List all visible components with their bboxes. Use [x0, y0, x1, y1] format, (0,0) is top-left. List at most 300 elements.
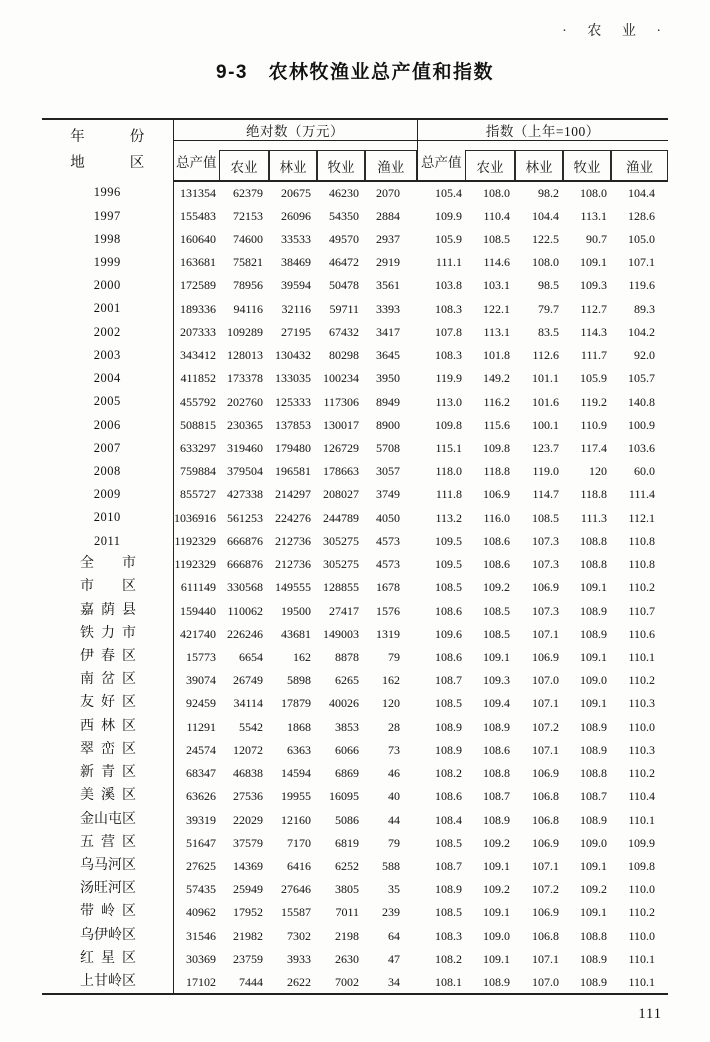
- cell-idx-husbandry: 111.3: [580, 510, 608, 525]
- cell-idx-forestry: 114.7: [532, 487, 560, 502]
- cell-abs-fishery: 5708: [376, 441, 401, 456]
- cell-abs-husbandry: 128855: [323, 580, 359, 595]
- cell-idx-forestry: 101.1: [532, 371, 560, 386]
- cell-idx-agriculture: 108.5: [483, 626, 511, 641]
- cell-abs-fishery: 4573: [376, 557, 401, 572]
- cell-idx-total: 108.1: [435, 974, 463, 989]
- cell-idx-forestry: 107.2: [532, 882, 560, 897]
- cell-abs-agriculture: 74600: [233, 232, 263, 247]
- cell-abs-total: 39074: [186, 673, 216, 688]
- cell-idx-husbandry: 108.9: [580, 603, 608, 618]
- cell-idx-forestry: 112.6: [532, 348, 560, 363]
- cell-abs-husbandry: 208027: [323, 487, 359, 502]
- cell-idx-agriculture: 108.6: [483, 557, 511, 572]
- cell-abs-fishery: 47: [388, 951, 401, 966]
- cell-abs-fishery: 64: [388, 928, 401, 943]
- cell-abs-total: 92459: [186, 696, 216, 711]
- cell-abs-forestry: 2622: [287, 974, 311, 989]
- cell-idx-fishery: 60.0: [634, 464, 656, 479]
- table-row: [42, 901, 668, 924]
- cell-idx-husbandry: 108.0: [580, 186, 608, 201]
- cell-abs-fishery: 79: [388, 649, 401, 664]
- table-row: [42, 785, 668, 808]
- cell-idx-agriculture: 108.8: [483, 766, 511, 781]
- cell-idx-husbandry: 109.1: [580, 255, 608, 270]
- cell-abs-husbandry: 178663: [323, 464, 359, 479]
- cell-idx-forestry: 107.3: [532, 533, 560, 548]
- cell-abs-fishery: 162: [382, 673, 401, 688]
- row-label: 新青区: [42, 761, 173, 784]
- cell-idx-forestry: 123.7: [532, 441, 560, 456]
- cell-idx-total: 108.2: [435, 951, 463, 966]
- cell-abs-fishery: 3561: [376, 278, 401, 293]
- cell-abs-agriculture: 330568: [227, 580, 263, 595]
- cell-abs-agriculture: 72153: [233, 208, 263, 223]
- cell-abs-husbandry: 67432: [329, 324, 359, 339]
- cell-abs-husbandry: 244789: [323, 510, 359, 525]
- cell-abs-total: 759884: [180, 464, 216, 479]
- cell-abs-agriculture: 17952: [233, 905, 263, 920]
- cell-abs-forestry: 5898: [287, 673, 311, 688]
- cell-abs-husbandry: 2630: [335, 951, 359, 966]
- cell-idx-fishery: 111.4: [628, 487, 656, 502]
- cell-abs-forestry: 15587: [281, 905, 311, 920]
- cell-abs-total: 40962: [186, 905, 216, 920]
- cell-idx-fishery: 89.3: [634, 301, 656, 316]
- cell-abs-agriculture: 22029: [233, 812, 263, 827]
- cell-idx-fishery: 110.4: [628, 789, 656, 804]
- row-label: 五营区: [42, 831, 173, 854]
- cell-idx-agriculture: 113.1: [483, 324, 511, 339]
- row-label: 2003: [42, 344, 173, 367]
- cell-abs-agriculture: 427338: [227, 487, 263, 502]
- cell-idx-fishery: 92.0: [634, 348, 656, 363]
- table-row: [42, 761, 668, 784]
- cell-abs-forestry: 32116: [281, 301, 311, 316]
- cell-abs-agriculture: 173378: [227, 371, 263, 386]
- row-label: 友好区: [42, 692, 173, 715]
- table-row: [42, 831, 668, 854]
- cell-idx-forestry: 107.3: [532, 557, 560, 572]
- cell-abs-fishery: 1576: [376, 603, 401, 618]
- table-row: [42, 970, 668, 993]
- col-header-abs-fishery: 渔业: [365, 141, 417, 182]
- cell-abs-husbandry: 16095: [329, 789, 359, 804]
- cell-abs-fishery: 40: [388, 789, 401, 804]
- cell-idx-agriculture: 109.2: [483, 835, 511, 850]
- cell-abs-fishery: 2070: [376, 186, 401, 201]
- cell-idx-agriculture: 108.5: [483, 232, 511, 247]
- cell-abs-husbandry: 7002: [335, 974, 359, 989]
- cell-idx-total: 108.7: [435, 673, 463, 688]
- row-label: 1997: [42, 204, 173, 227]
- cell-idx-agriculture: 109.2: [483, 882, 511, 897]
- cell-abs-forestry: 7170: [287, 835, 311, 850]
- cell-idx-husbandry: 120: [589, 464, 608, 479]
- cell-abs-agriculture: 25949: [233, 882, 263, 897]
- cell-idx-forestry: 106.8: [532, 928, 560, 943]
- cell-abs-forestry: 39594: [281, 278, 311, 293]
- cell-idx-agriculture: 109.2: [483, 580, 511, 595]
- cell-abs-agriculture: 94116: [233, 301, 263, 316]
- cell-idx-agriculture: 149.2: [483, 371, 511, 386]
- cell-abs-agriculture: 37579: [233, 835, 263, 850]
- table-row: [42, 645, 668, 668]
- table-row: [42, 297, 668, 320]
- cell-abs-husbandry: 149003: [323, 626, 359, 641]
- cell-abs-husbandry: 100234: [323, 371, 359, 386]
- cell-idx-husbandry: 113.1: [580, 208, 608, 223]
- table-row: [42, 483, 668, 506]
- cell-abs-total: 1192329: [174, 557, 216, 572]
- cell-abs-forestry: 7302: [287, 928, 311, 943]
- col-header-idx-fishery: 渔业: [611, 141, 668, 182]
- cell-abs-husbandry: 3853: [335, 719, 359, 734]
- cell-abs-total: 855727: [180, 487, 216, 502]
- cell-idx-total: 105.9: [435, 232, 463, 247]
- cell-abs-fishery: 3057: [376, 464, 401, 479]
- table-row: [42, 854, 668, 877]
- col-header-abs-forestry: 林业: [269, 141, 317, 182]
- cell-idx-total: 115.1: [435, 441, 463, 456]
- table-row: [42, 506, 668, 529]
- cell-idx-agriculture: 116.0: [483, 510, 511, 525]
- page-title: 9-3 农林牧渔业总产值和指数: [216, 62, 494, 83]
- cell-abs-total: 39319: [186, 812, 216, 827]
- cell-abs-fishery: 8900: [376, 417, 401, 432]
- cell-idx-husbandry: 108.8: [580, 928, 608, 943]
- cell-abs-forestry: 130432: [275, 348, 311, 363]
- row-label: 汤旺河区: [42, 878, 173, 901]
- row-label: 2002: [42, 320, 173, 343]
- cell-abs-fishery: 73: [388, 742, 401, 757]
- cell-abs-fishery: 1319: [376, 626, 401, 641]
- cell-idx-husbandry: 109.1: [580, 696, 608, 711]
- cell-idx-agriculture: 108.6: [483, 742, 511, 757]
- cell-abs-husbandry: 40026: [329, 696, 359, 711]
- cell-abs-husbandry: 117306: [323, 394, 359, 409]
- cell-idx-forestry: 108.0: [532, 255, 560, 270]
- cell-idx-forestry: 106.9: [532, 766, 560, 781]
- table-row: [42, 576, 668, 599]
- cell-idx-agriculture: 118.8: [483, 464, 511, 479]
- cell-abs-husbandry: 6265: [335, 673, 359, 688]
- cell-idx-forestry: 98.5: [538, 278, 560, 293]
- cell-idx-fishery: 110.0: [628, 882, 656, 897]
- cell-idx-forestry: 107.1: [532, 951, 560, 966]
- table-row: [42, 738, 668, 761]
- cell-idx-forestry: 119.0: [532, 464, 560, 479]
- cell-idx-fishery: 140.8: [628, 394, 656, 409]
- row-label: 2007: [42, 436, 173, 459]
- cell-abs-fishery: 3417: [376, 324, 401, 339]
- cell-idx-husbandry: 108.8: [580, 557, 608, 572]
- cell-idx-agriculture: 109.1: [483, 858, 511, 873]
- cell-idx-husbandry: 112.7: [580, 301, 608, 316]
- cell-abs-agriculture: 62379: [233, 186, 263, 201]
- row-label: 乌伊岭区: [42, 924, 173, 947]
- cell-abs-total: 160640: [180, 232, 216, 247]
- cell-idx-agriculture: 103.1: [483, 278, 511, 293]
- cell-idx-fishery: 110.8: [628, 557, 656, 572]
- cell-abs-agriculture: 110062: [227, 603, 263, 618]
- cell-abs-agriculture: 23759: [233, 951, 263, 966]
- cell-abs-total: 455792: [180, 394, 216, 409]
- row-label: 2011: [42, 529, 173, 552]
- row-label: 2009: [42, 483, 173, 506]
- cell-idx-husbandry: 109.0: [580, 673, 608, 688]
- table-row: [42, 181, 668, 204]
- row-label: 1998: [42, 227, 173, 250]
- group-header-absolute: 绝对数（万元）: [173, 119, 417, 141]
- cell-idx-agriculture: 122.1: [483, 301, 511, 316]
- cell-idx-husbandry: 117.4: [580, 441, 608, 456]
- row-label: 2010: [42, 506, 173, 529]
- table-row: [42, 599, 668, 622]
- cell-abs-total: 343412: [180, 348, 216, 363]
- cell-abs-fishery: 3393: [376, 301, 401, 316]
- cell-idx-fishery: 110.0: [628, 928, 656, 943]
- cell-idx-fishery: 110.1: [628, 812, 656, 827]
- cell-idx-forestry: 107.3: [532, 603, 560, 618]
- cell-idx-forestry: 122.5: [532, 232, 560, 247]
- cell-idx-agriculture: 101.8: [483, 348, 511, 363]
- cell-idx-total: 108.7: [435, 858, 463, 873]
- cell-idx-agriculture: 108.7: [483, 789, 511, 804]
- cell-abs-agriculture: 666876: [227, 533, 263, 548]
- row-label: 2006: [42, 413, 173, 436]
- table-row: [42, 204, 668, 227]
- table-row: [42, 529, 668, 552]
- cell-abs-husbandry: 7011: [335, 905, 359, 920]
- cell-idx-fishery: 110.2: [628, 580, 656, 595]
- cell-idx-forestry: 107.1: [532, 742, 560, 757]
- cell-abs-fishery: 46: [388, 766, 401, 781]
- table-row: [42, 413, 668, 436]
- cell-idx-forestry: 106.9: [532, 905, 560, 920]
- cell-abs-fishery: 2937: [376, 232, 401, 247]
- cell-abs-husbandry: 5086: [335, 812, 359, 827]
- row-label: 1999: [42, 251, 173, 274]
- cell-abs-husbandry: 6869: [335, 766, 359, 781]
- cell-abs-husbandry: 3805: [335, 882, 359, 897]
- table-body: [42, 181, 668, 994]
- row-label: 金山屯区: [42, 808, 173, 831]
- cell-idx-husbandry: 110.9: [580, 417, 608, 432]
- cell-idx-total: 108.9: [435, 742, 463, 757]
- cell-abs-forestry: 212736: [275, 533, 311, 548]
- cell-abs-total: 11291: [186, 719, 216, 734]
- cell-idx-fishery: 110.3: [628, 742, 656, 757]
- cell-idx-forestry: 79.7: [538, 301, 560, 316]
- cell-abs-fishery: 28: [388, 719, 401, 734]
- cell-idx-total: 108.5: [435, 905, 463, 920]
- row-label: 市区: [42, 576, 173, 599]
- cell-abs-forestry: 224276: [275, 510, 311, 525]
- cell-idx-total: 113.0: [435, 394, 463, 409]
- cell-abs-total: 172589: [180, 278, 216, 293]
- cell-idx-husbandry: 108.9: [580, 626, 608, 641]
- cell-idx-forestry: 106.9: [532, 580, 560, 595]
- row-label: 2004: [42, 367, 173, 390]
- row-label: 1996: [42, 181, 173, 204]
- row-label: 西林区: [42, 715, 173, 738]
- cell-idx-fishery: 104.4: [628, 186, 656, 201]
- cell-abs-fishery: 588: [382, 858, 401, 873]
- cell-idx-total: 108.6: [435, 789, 463, 804]
- cell-abs-forestry: 12160: [281, 812, 311, 827]
- cell-idx-husbandry: 109.0: [580, 835, 608, 850]
- cell-abs-forestry: 17879: [281, 696, 311, 711]
- table-row: [42, 320, 668, 343]
- cell-abs-fishery: 3749: [376, 487, 401, 502]
- cell-idx-agriculture: 116.2: [483, 394, 511, 409]
- cell-idx-agriculture: 108.6: [483, 533, 511, 548]
- cell-abs-agriculture: 379504: [227, 464, 263, 479]
- cell-idx-agriculture: 109.1: [483, 905, 511, 920]
- table-row: [42, 947, 668, 970]
- cell-abs-fishery: 1678: [376, 580, 401, 595]
- table-row: [42, 251, 668, 274]
- cell-abs-agriculture: 226246: [227, 626, 263, 641]
- cell-abs-total: 27625: [186, 858, 216, 873]
- cell-idx-forestry: 104.4: [532, 208, 560, 223]
- cell-idx-fishery: 109.8: [628, 858, 656, 873]
- section-corner-label: · 农 业 ·: [562, 24, 666, 39]
- cell-abs-husbandry: 49570: [329, 232, 359, 247]
- cell-idx-husbandry: 108.8: [580, 533, 608, 548]
- cell-idx-total: 108.3: [435, 348, 463, 363]
- row-label: 上甘岭区: [42, 970, 173, 993]
- row-label: 美溪区: [42, 785, 173, 808]
- col-header-abs-agriculture: 农业: [219, 141, 269, 182]
- cell-idx-husbandry: 108.9: [580, 742, 608, 757]
- row-label: 2000: [42, 274, 173, 297]
- cell-idx-agriculture: 109.4: [483, 696, 511, 711]
- cell-abs-total: 31546: [186, 928, 216, 943]
- cell-idx-total: 108.9: [435, 719, 463, 734]
- cell-abs-total: 15773: [186, 649, 216, 664]
- cell-abs-fishery: 79: [388, 835, 401, 850]
- cell-abs-agriculture: 561253: [227, 510, 263, 525]
- cell-abs-fishery: 35: [388, 882, 401, 897]
- cell-idx-fishery: 105.0: [628, 232, 656, 247]
- cell-abs-forestry: 162: [293, 649, 311, 664]
- page-number: 111: [638, 1006, 662, 1022]
- statistics-table: [42, 118, 668, 995]
- table-row: [42, 808, 668, 831]
- cell-idx-total: 108.4: [435, 812, 463, 827]
- cell-idx-husbandry: 105.9: [580, 371, 608, 386]
- col-header-abs-total: 总产值: [173, 141, 219, 182]
- cell-idx-forestry: 107.1: [532, 696, 560, 711]
- cell-abs-forestry: 214297: [275, 487, 311, 502]
- cell-abs-husbandry: 305275: [323, 557, 359, 572]
- cell-abs-total: 17102: [186, 974, 216, 989]
- cell-idx-husbandry: 114.3: [580, 324, 608, 339]
- cell-abs-total: 207333: [180, 324, 216, 339]
- cell-abs-agriculture: 128013: [227, 348, 263, 363]
- cell-idx-total: 108.5: [435, 580, 463, 595]
- cell-abs-forestry: 14594: [281, 766, 311, 781]
- cell-abs-fishery: 2919: [376, 255, 401, 270]
- cell-idx-fishery: 110.1: [628, 649, 656, 664]
- cell-idx-total: 108.9: [435, 882, 463, 897]
- cell-abs-fishery: 3645: [376, 348, 401, 363]
- cell-idx-agriculture: 109.0: [483, 928, 511, 943]
- cell-idx-total: 108.3: [435, 928, 463, 943]
- cell-abs-agriculture: 26749: [233, 673, 263, 688]
- row-label: 2005: [42, 390, 173, 413]
- cell-abs-husbandry: 59711: [329, 301, 359, 316]
- col-header-idx-agriculture: 农业: [465, 141, 515, 182]
- cell-abs-forestry: 27646: [281, 882, 311, 897]
- cell-abs-total: 633297: [180, 441, 216, 456]
- col-header-abs-husbandry: 牧业: [317, 141, 365, 182]
- cell-idx-forestry: 106.9: [532, 835, 560, 850]
- row-label: 铁力市: [42, 622, 173, 645]
- cell-abs-husbandry: 8878: [335, 649, 359, 664]
- col-header-idx-forestry: 林业: [515, 141, 563, 182]
- cell-abs-husbandry: 130017: [323, 417, 359, 432]
- cell-idx-total: 109.6: [435, 626, 463, 641]
- table-row: [42, 344, 668, 367]
- cell-abs-fishery: 239: [382, 905, 401, 920]
- cell-idx-agriculture: 108.5: [483, 603, 511, 618]
- cell-abs-forestry: 196581: [275, 464, 311, 479]
- cell-idx-fishery: 128.6: [628, 208, 656, 223]
- table-row: [42, 227, 668, 250]
- cell-idx-total: 105.4: [435, 186, 463, 201]
- cell-idx-forestry: 106.8: [532, 812, 560, 827]
- cell-abs-forestry: 3933: [287, 951, 311, 966]
- cell-abs-husbandry: 126729: [323, 441, 359, 456]
- cell-idx-husbandry: 109.1: [580, 905, 608, 920]
- cell-abs-agriculture: 46838: [233, 766, 263, 781]
- table-row: [42, 622, 668, 645]
- cell-abs-forestry: 133035: [275, 371, 311, 386]
- cell-abs-husbandry: 27417: [329, 603, 359, 618]
- cell-idx-forestry: 107.0: [532, 673, 560, 688]
- cell-idx-total: 109.8: [435, 417, 463, 432]
- cell-abs-agriculture: 14369: [233, 858, 263, 873]
- cell-idx-total: 109.5: [435, 533, 463, 548]
- cell-idx-total: 111.1: [435, 255, 463, 270]
- cell-idx-total: 109.9: [435, 208, 463, 223]
- cell-idx-fishery: 110.6: [628, 626, 656, 641]
- cell-idx-fishery: 112.1: [628, 510, 656, 525]
- cell-idx-fishery: 110.1: [628, 951, 656, 966]
- cell-idx-total: 113.2: [435, 510, 463, 525]
- cell-idx-fishery: 110.8: [628, 533, 656, 548]
- cell-idx-husbandry: 108.9: [580, 974, 608, 989]
- cell-idx-fishery: 105.7: [628, 371, 656, 386]
- row-label: 伊春区: [42, 645, 173, 668]
- cell-idx-fishery: 110.2: [628, 905, 656, 920]
- cell-abs-agriculture: 109289: [227, 324, 263, 339]
- cell-idx-agriculture: 108.9: [483, 974, 511, 989]
- cell-idx-forestry: 107.2: [532, 719, 560, 734]
- cell-idx-total: 103.8: [435, 278, 463, 293]
- cell-idx-forestry: 108.5: [532, 510, 560, 525]
- cell-idx-total: 111.8: [435, 487, 463, 502]
- table-row: [42, 878, 668, 901]
- cell-idx-forestry: 83.5: [538, 324, 560, 339]
- cell-abs-fishery: 4050: [376, 510, 401, 525]
- row-label: 2001: [42, 297, 173, 320]
- row-label: 南岔区: [42, 669, 173, 692]
- cell-idx-forestry: 107.0: [532, 974, 560, 989]
